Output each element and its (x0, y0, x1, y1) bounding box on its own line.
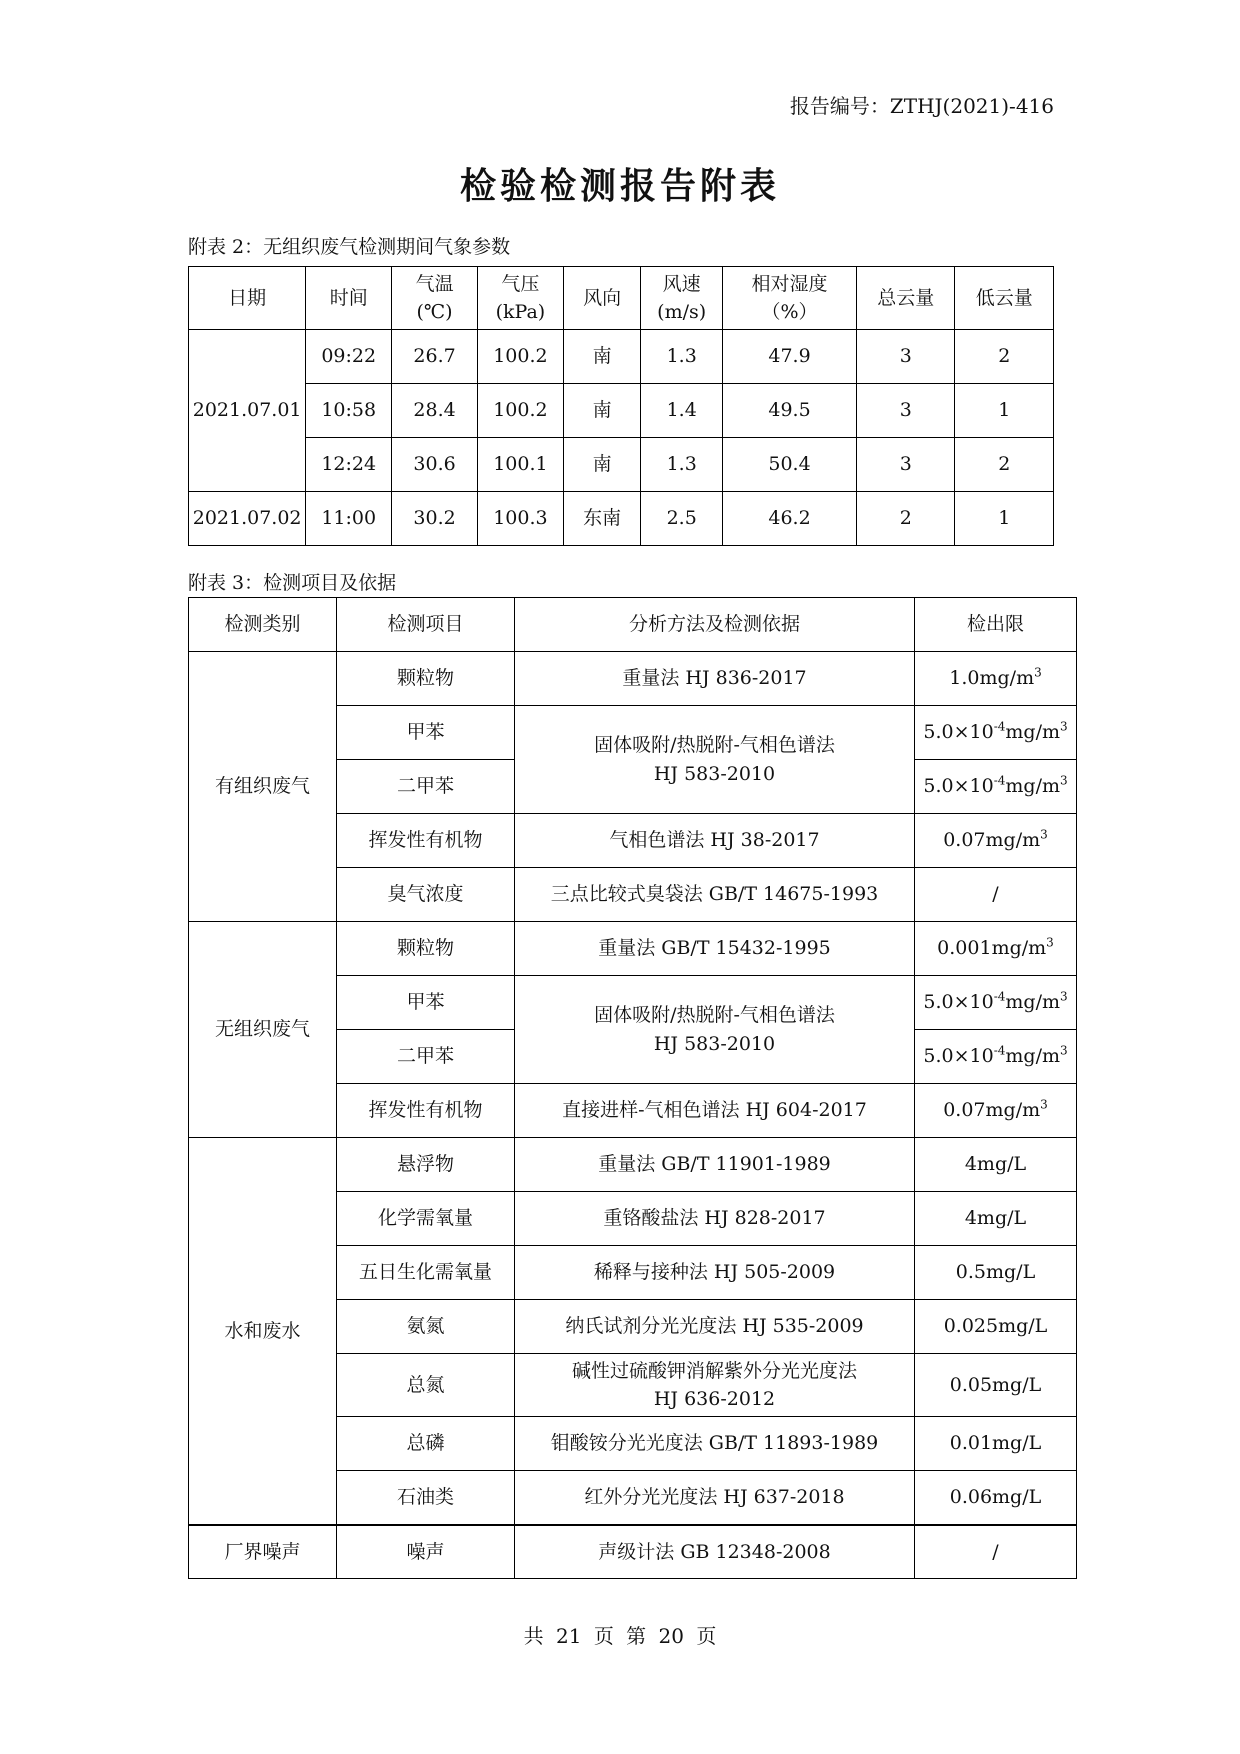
limit-cell: 0.06mg/L (915, 1471, 1077, 1525)
table3-caption: 附表 3：检测项目及依据 (188, 572, 397, 594)
low-cloud-cell: 1 (955, 492, 1054, 546)
method-cell: 声级计法 GB 12348-2008 (515, 1525, 915, 1579)
limit-cell: / (915, 868, 1077, 922)
table-row (189, 922, 1077, 976)
report-number: 报告编号：ZTHJ(2021)-416 (789, 94, 1054, 118)
total-cloud-cell: 3 (857, 438, 955, 492)
method-cell: 重量法 HJ 836-2017 (515, 652, 915, 706)
wind-speed-cell: 1.4 (641, 384, 723, 438)
temp-cell: 28.4 (392, 384, 478, 438)
item-cell: 五日生化需氧量 (337, 1246, 515, 1300)
header-category: 检测类别 (189, 598, 337, 652)
category-cell: 有组织废气 (189, 652, 337, 922)
header-temp: 气温 (℃) (392, 267, 478, 330)
category-cell: 厂界噪声 (189, 1525, 337, 1579)
wind-speed-cell: 2.5 (641, 492, 723, 546)
limit-cell: / (915, 1525, 1077, 1579)
item-cell: 二甲苯 (337, 760, 515, 814)
time-cell: 11:00 (306, 492, 392, 546)
pressure-cell: 100.2 (478, 330, 564, 384)
method-cell: 重铬酸盐法 HJ 828-2017 (515, 1192, 915, 1246)
weather-row (189, 330, 1054, 384)
table-row (189, 1138, 1077, 1192)
header-humidity: 相对湿度 （%） (723, 267, 857, 330)
page-title: 检验检测报告附表 (459, 165, 780, 207)
item-cell: 总氮 (337, 1354, 515, 1417)
item-cell: 石油类 (337, 1471, 515, 1525)
limit-cell: $5.0\times 10^{-4}mg/m^3$ (915, 706, 1077, 760)
table2-caption: 附表 2：无组织废气检测期间气象参数 (188, 236, 511, 258)
humidity-cell: 46.2 (723, 492, 857, 546)
category-cell: 水和废水 (189, 1138, 337, 1525)
header-wind-speed: 风速 (m/s) (641, 267, 723, 330)
item-cell: 悬浮物 (337, 1138, 515, 1192)
item-cell: 氨氮 (337, 1300, 515, 1354)
temp-cell: 30.6 (392, 438, 478, 492)
limit-cell: 0.025mg/L (915, 1300, 1077, 1354)
total-cloud-cell: 3 (857, 384, 955, 438)
method-cell: 直接进样-气相色谱法 HJ 604-2017 (515, 1084, 915, 1138)
header-total-cloud: 总云量 (857, 267, 955, 330)
method-cell: 稀释与接种法 HJ 505-2009 (515, 1246, 915, 1300)
items-table (188, 597, 1077, 1579)
method-cell: 固体吸附/热脱附-气相色谱法 HJ 583-2010 (515, 706, 915, 814)
humidity-cell: 49.5 (723, 384, 857, 438)
date-cell: 2021.07.02 (189, 492, 306, 546)
pressure-cell: 100.1 (478, 438, 564, 492)
weather-row (189, 438, 1054, 492)
page-footer: 共 21 页 第 20 页 (523, 1624, 717, 1648)
limit-cell: 0.05mg/L (915, 1354, 1077, 1417)
item-cell: 颗粒物 (337, 922, 515, 976)
humidity-cell: 47.9 (723, 330, 857, 384)
header-pressure: 气压 (kPa) (478, 267, 564, 330)
header-method: 分析方法及检测依据 (515, 598, 915, 652)
wind-speed-cell: 1.3 (641, 330, 723, 384)
limit-cell: $5.0\times 10^{-4}mg/m^3$ (915, 1030, 1077, 1084)
item-cell: 噪声 (337, 1525, 515, 1579)
category-cell: 无组织废气 (189, 922, 337, 1138)
time-cell: 12:24 (306, 438, 392, 492)
header-limit: 检出限 (915, 598, 1077, 652)
wind-dir-cell: 东南 (563, 492, 640, 546)
temp-cell: 26.7 (392, 330, 478, 384)
wind-dir-cell: 南 (563, 438, 640, 492)
limit-cell: $5.0\times 10^{-4}mg/m^3$ (915, 760, 1077, 814)
table-row (189, 652, 1077, 706)
limit-cell: 0.01mg/L (915, 1417, 1077, 1471)
humidity-cell: 50.4 (723, 438, 857, 492)
limit-cell: $0.07mg/m^3$ (915, 814, 1077, 868)
method-cell: 红外分光光度法 HJ 637-2018 (515, 1471, 915, 1525)
header-item: 检测项目 (337, 598, 515, 652)
item-cell: 臭气浓度 (337, 868, 515, 922)
item-cell: 颗粒物 (337, 652, 515, 706)
method-cell: 纳氏试剂分光光度法 HJ 535-2009 (515, 1300, 915, 1354)
items-header-row (189, 598, 1077, 652)
limit-cell: $1.0mg/m^3$ (915, 652, 1077, 706)
header-wind-dir: 风向 (563, 267, 640, 330)
method-cell: 三点比较式臭袋法 GB/T 14675-1993 (515, 868, 915, 922)
limit-cell: 4mg/L (915, 1192, 1077, 1246)
temp-cell: 30.2 (392, 492, 478, 546)
wind-dir-cell: 南 (563, 330, 640, 384)
method-cell: 气相色谱法 HJ 38-2017 (515, 814, 915, 868)
weather-row (189, 384, 1054, 438)
limit-cell: 0.5mg/L (915, 1246, 1077, 1300)
weather-header-row (189, 267, 1054, 330)
item-cell: 甲苯 (337, 976, 515, 1030)
item-cell: 化学需氧量 (337, 1192, 515, 1246)
limit-cell: $5.0\times 10^{-4}mg/m^3$ (915, 976, 1077, 1030)
weather-table (188, 266, 1054, 546)
limit-cell: 4mg/L (915, 1138, 1077, 1192)
method-cell: 碱性过硫酸钾消解紫外分光光度法 HJ 636-2012 (515, 1354, 915, 1417)
time-cell: 09:22 (306, 330, 392, 384)
item-cell: 总磷 (337, 1417, 515, 1471)
weather-row (189, 492, 1054, 546)
header-date: 日期 (189, 267, 306, 330)
limit-cell: $0.07mg/m^3$ (915, 1084, 1077, 1138)
limit-cell: $0.001mg/m^3$ (915, 922, 1077, 976)
item-cell: 挥发性有机物 (337, 814, 515, 868)
item-cell: 甲苯 (337, 706, 515, 760)
total-cloud-cell: 3 (857, 330, 955, 384)
item-cell: 二甲苯 (337, 1030, 515, 1084)
date-cell: 2021.07.01 (189, 330, 306, 492)
low-cloud-cell: 2 (955, 330, 1054, 384)
method-cell: 固体吸附/热脱附-气相色谱法 HJ 583-2010 (515, 976, 915, 1084)
item-cell: 挥发性有机物 (337, 1084, 515, 1138)
method-cell: 重量法 GB/T 11901-1989 (515, 1138, 915, 1192)
table-row (189, 1525, 1077, 1579)
pressure-cell: 100.3 (478, 492, 564, 546)
wind-dir-cell: 南 (563, 384, 640, 438)
header-low-cloud: 低云量 (955, 267, 1054, 330)
total-cloud-cell: 2 (857, 492, 955, 546)
header-time: 时间 (306, 267, 392, 330)
method-cell: 钼酸铵分光光度法 GB/T 11893-1989 (515, 1417, 915, 1471)
wind-speed-cell: 1.3 (641, 438, 723, 492)
low-cloud-cell: 2 (955, 438, 1054, 492)
low-cloud-cell: 1 (955, 384, 1054, 438)
method-cell: 重量法 GB/T 15432-1995 (515, 922, 915, 976)
time-cell: 10:58 (306, 384, 392, 438)
pressure-cell: 100.2 (478, 384, 564, 438)
